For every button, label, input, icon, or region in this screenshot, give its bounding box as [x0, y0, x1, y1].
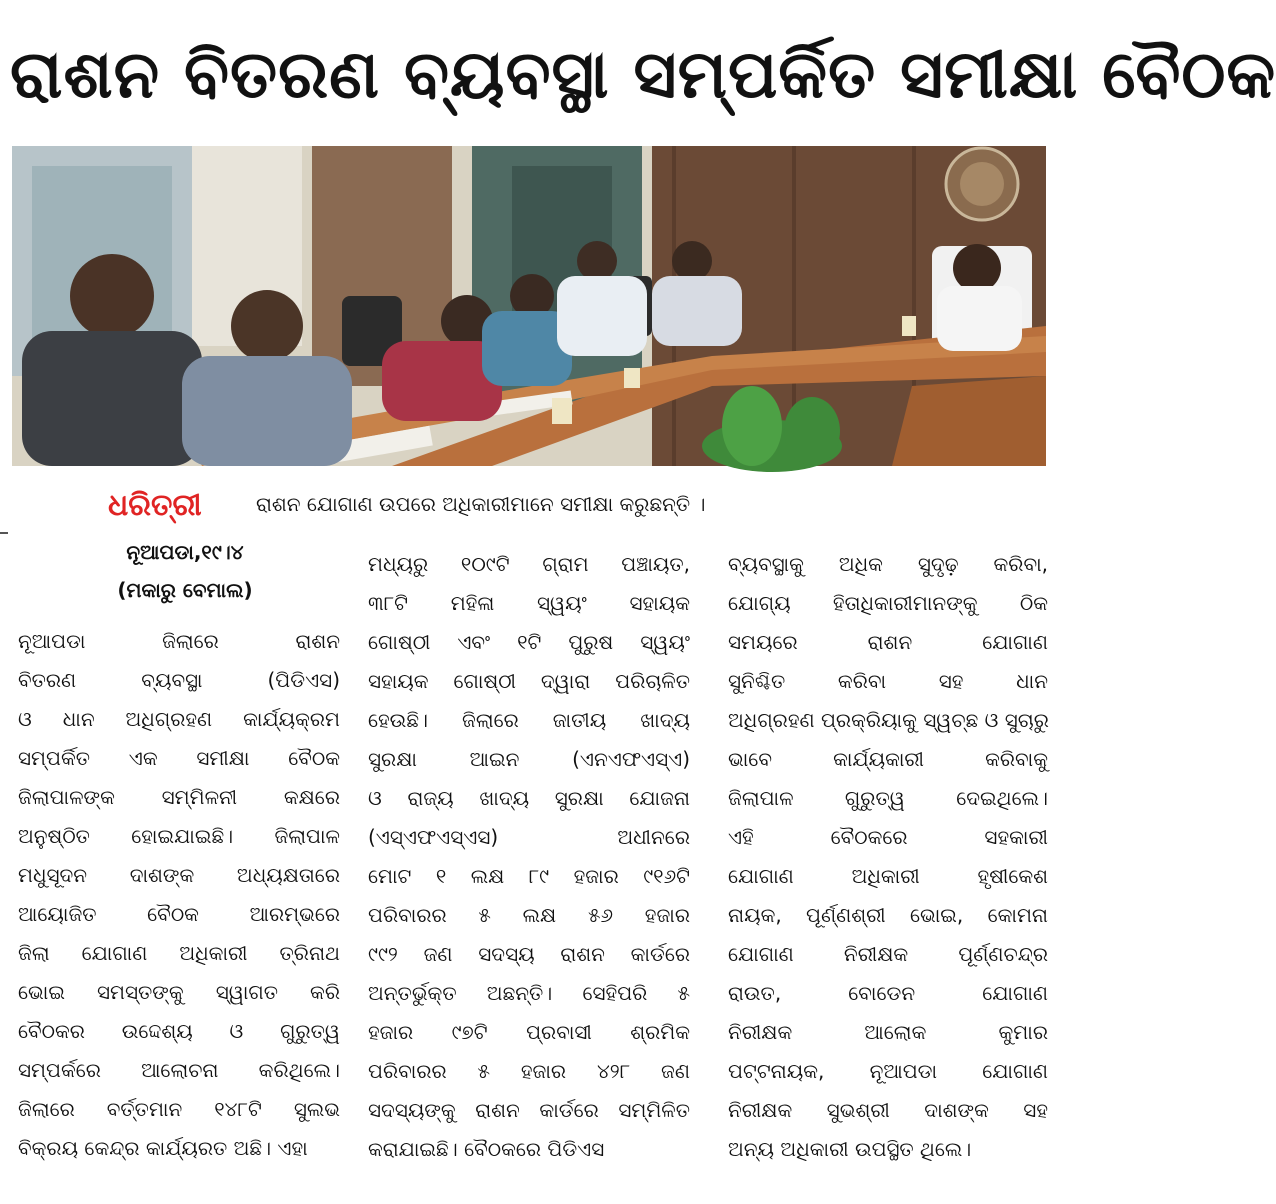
- article-line: ଅଧିଗ୍ରହଣ ପ୍ରକ୍ରିୟାକୁ ସ୍ୱଚ୍ଛ ଓ ସୁଚାରୁ: [728, 708, 1049, 732]
- article-column-1: [18, 622, 340, 1168]
- article-line: ସମ୍ପର୍କିତ ଏକ ସମୀକ୍ଷା ବୈଠକ: [18, 746, 340, 770]
- article-line: କରାଯାଇଛି। ବୈଠକରେ ପିଡିଏସ: [368, 1137, 605, 1161]
- article-line: ଗୋଷ୍ଠୀ ଏବଂ ୧ଟି ପୁରୁଷ ସ୍ୱୟଂ: [368, 630, 690, 654]
- article-line: ନୂଆପଡା ଜିଲାରେ ରାଶନ: [18, 629, 340, 653]
- article-line: ଯୋଗ୍ୟ ହିତାଧିକାରୀମାନଙ୍କୁ ଠିକ: [728, 591, 1048, 615]
- article-line: ପଟ୍ଟନାୟକ, ନୂଆପଡା ଯୋଗାଣ: [728, 1059, 1048, 1083]
- article-line: ସମୟରେ ରାଶନ ଯୋଗାଣ: [728, 630, 1048, 654]
- article-line: ଅନ୍ୟ ଅଧିକାରୀ ଉପସ୍ଥିତ ଥିଲେ।: [728, 1137, 972, 1161]
- article-line: (ଏସ୍ଏଫଏସ୍ଏସ) ଅଧୀନରେ: [368, 825, 690, 849]
- article-line: ଭାବେ କାର୍ଯ୍ୟକାରୀ କରିବାକୁ: [728, 747, 1048, 771]
- article-line: ବିତରଣ ବ୍ୟବସ୍ଥା (ପିଡିଏସ): [18, 668, 340, 692]
- article-line: ଭୋଇ ସମସ୍ତଙ୍କୁ ସ୍ୱାଗତ କରି: [18, 980, 340, 1004]
- article-line: ଓ ରାଜ୍ୟ ଖାଦ୍ୟ ସୁରକ୍ଷା ଯୋଜନା: [368, 786, 690, 810]
- article-line: ଅନୁଷ୍ଠିତ ହୋଇଯାଇଛି। ଜିଲାପାଳ: [18, 824, 340, 848]
- article-line: ଜିଲାପାଳଙ୍କ ସମ୍ମିଳନୀ କକ୍ଷରେ: [18, 785, 340, 809]
- article-line: ଓ ଧାନ ଅଧିଗ୍ରହଣ କାର୍ଯ୍ୟକ୍ରମ: [18, 707, 340, 731]
- newspaper-logo: ଧରିତ୍ରୀ: [108, 488, 202, 523]
- article-line: ନିରୀକ୍ଷକ ସୁଭଶ୍ରୀ ଦାଶଙ୍କ ସହ: [728, 1098, 1048, 1122]
- article-line: ଅନ୍ତର୍ଭୁକ୍ତ ଅଛନ୍ତି। ସେହିପରି ୫: [368, 981, 690, 1005]
- article-line: ଜିଲାପାଳ ଗୁରୁତ୍ୱ ଦେଇଥିଲେ।: [728, 786, 1048, 810]
- article-line: ୯୯୨ ଜଣ ସଦସ୍ୟ ରାଶନ କାର୍ଡରେ: [368, 942, 690, 966]
- edge-mark: [0, 532, 8, 534]
- headline: ରାଶନ ବିତରଣ ବ୍ୟବସ୍ଥା ସମ୍ପର୍କିତ ସମୀକ୍ଷା ବୈଠକ: [10, 36, 1276, 113]
- article-line: ବୈଠକର ଉଦ୍ଦେଶ୍ୟ ଓ ଗୁରୁତ୍ୱ: [18, 1019, 340, 1043]
- article-line: ମୋଟ ୧ ଲକ୍ଷ ୮୯ ହଜାର ୯୧୬ଟି: [368, 864, 690, 888]
- article-line: ନିରୀକ୍ଷକ ଆଲୋକ କୁମାର: [728, 1020, 1048, 1044]
- article-line: ହେଉଛି। ଜିଲାରେ ଜାତୀୟ ଖାଦ୍ୟ: [368, 708, 690, 732]
- article-line: ରାଉତ, ବୋଡେନ ଯୋଗାଣ: [728, 981, 1048, 1005]
- article-line: ବିକ୍ରୟ କେନ୍ଦ୍ର କାର୍ଯ୍ୟରତ ଅଛି। ଏହା: [18, 1136, 308, 1160]
- article-line: ହଜାର ୯୭ଟି ପ୍ରବାସୀ ଶ୍ରମିକ: [368, 1020, 690, 1044]
- article-line: ଜିଲା ଯୋଗାଣ ଅଧିକାରୀ ତ୍ରିନାଥ: [18, 941, 340, 965]
- article-line: ବ୍ୟବସ୍ଥାକୁ ଅଧିକ ସୁଦୃଢ଼ କରିବା,: [728, 552, 1048, 576]
- article-line: ପରିବାରର ୫ ହଜାର ୪୨୮ ଜଣ: [368, 1059, 690, 1083]
- article-line: ଜିଲାରେ ବର୍ତ୍ତମାନ ୧୪୮ଟି ସୁଲଭ: [18, 1097, 340, 1121]
- meeting-photo-illustration: [12, 146, 1046, 466]
- meeting-photo: [12, 146, 1046, 466]
- article-line: ସମ୍ପର୍କରେ ଆଲୋଚନା କରିଥିଲେ।: [18, 1058, 340, 1082]
- article-line: ଯୋଗାଣ ଅଧିକାରୀ ହୃଷୀକେଶ: [728, 864, 1048, 888]
- article-column-3: [728, 545, 1048, 1169]
- photo-caption: ରାଶନ ଯୋଗାଣ ଉପରେ ଅଧିକାରୀମାନେ ସମୀକ୍ଷା କରୁଛନ୍ତି ।: [256, 492, 706, 516]
- article-line: ମଧୁସୂଦନ ଦାଶଙ୍କ ଅଧ୍ୟକ୍ଷତାରେ: [18, 863, 340, 887]
- article-column-2: [368, 545, 690, 1169]
- byline: (ମକାରୁ ବେମାଲ): [117, 578, 253, 602]
- article-line: ସହାୟକ ଗୋଷ୍ଠୀ ଦ୍ୱାରା ପରିଚାଳିତ: [368, 669, 690, 693]
- article-line: ସୁନିଶ୍ଚିତ କରିବା ସହ ଧାନ: [728, 669, 1048, 693]
- article-line: ଆୟୋଜିତ ବୈଠକ ଆରମ୍ଭରେ: [18, 902, 340, 926]
- article-line: ପରିବାରର ୫ ଲକ୍ଷ ୫୬ ହଜାର: [368, 903, 690, 927]
- article-line: ନାୟକ, ପୂର୍ଣ୍ଣଶ୍ରୀ ଭୋଇ, କୋମନା: [728, 903, 1048, 927]
- article-line: ସୁରକ୍ଷା ଆଇନ (ଏନଏଫଏସ୍ଏ): [368, 747, 690, 771]
- article-line: ସଦସ୍ୟଙ୍କୁ ରାଶନ କାର୍ଡରେ ସମ୍ମିଳିତ: [368, 1098, 690, 1122]
- article-line: ଏହି ବୈଠକରେ ସହକାରୀ: [728, 825, 1048, 849]
- article-line: ୩୮ଟି ମହିଳା ସ୍ୱୟଂ ସହାୟକ: [368, 591, 690, 615]
- dateline: ନୂଆପଡା,୧୯।୪: [126, 540, 244, 564]
- article-line: ମଧ୍ୟରୁ ୧୦୯ଟି ଗ୍ରାମ ପଞ୍ଚାୟତ,: [368, 552, 690, 576]
- article-line: ଯୋଗାଣ ନିରୀକ୍ଷକ ପୂର୍ଣ୍ଣଚନ୍ଦ୍ର: [728, 942, 1048, 966]
